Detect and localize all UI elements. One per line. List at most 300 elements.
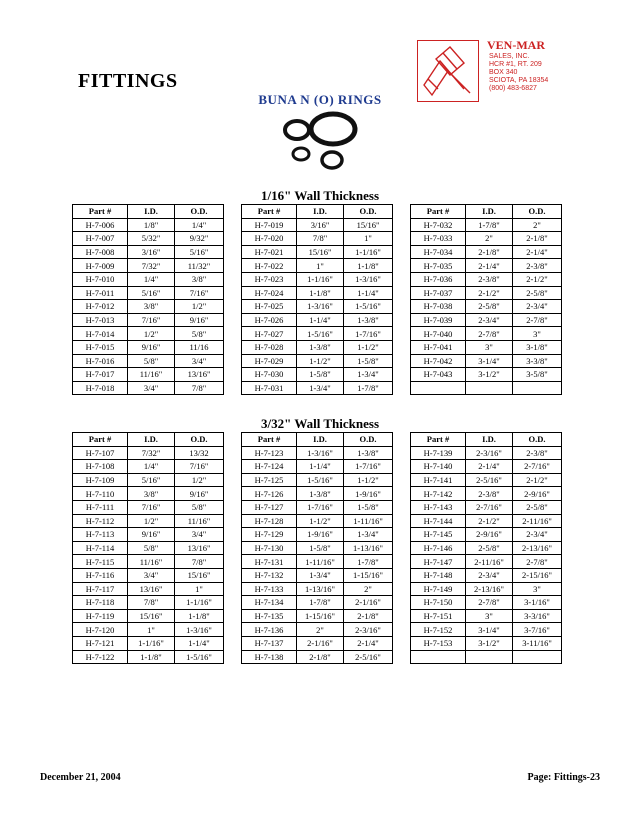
table-cell: 1-1/16" xyxy=(175,596,224,610)
table-cell: 1-1/4" xyxy=(175,636,224,650)
spec-table xyxy=(241,204,393,395)
table-row xyxy=(411,340,562,354)
table-cell: 9/16" xyxy=(128,528,175,542)
table-row xyxy=(411,596,562,610)
table-cell: 1-1/4" xyxy=(344,286,393,300)
table-row xyxy=(242,487,393,501)
table-row xyxy=(73,582,224,596)
table-cell: 1-5/8" xyxy=(297,541,344,555)
table-cell: H-7-030 xyxy=(242,368,297,382)
table-row xyxy=(242,313,393,327)
table-cell: 7/8" xyxy=(175,555,224,569)
table-cell: 11/16" xyxy=(175,514,224,528)
table-row xyxy=(242,636,393,650)
table-cell: 13/16" xyxy=(128,582,175,596)
table-cell: 3/16" xyxy=(297,218,344,232)
table-row xyxy=(73,460,224,474)
table-cell: 2-15/16" xyxy=(513,568,562,582)
table-row xyxy=(73,541,224,555)
table-cell: 3-1/2" xyxy=(466,636,513,650)
table-row xyxy=(73,487,224,501)
table-cell: 2" xyxy=(466,232,513,246)
table-cell: H-7-150 xyxy=(411,596,466,610)
table-cell: H-7-043 xyxy=(411,368,466,382)
table-cell: H-7-142 xyxy=(411,487,466,501)
table-cell: H-7-146 xyxy=(411,541,466,555)
table-cell: 1-7/8" xyxy=(297,596,344,610)
table-row xyxy=(242,596,393,610)
table-row xyxy=(73,300,224,314)
table-cell: 1-3/4" xyxy=(297,381,344,395)
table-cell: 1-7/16" xyxy=(297,500,344,514)
page-title: FITTINGS xyxy=(78,70,178,92)
table-cell: H-7-132 xyxy=(242,568,297,582)
table-cell: H-7-034 xyxy=(411,245,466,259)
column-header: O.D. xyxy=(344,433,393,447)
table-cell: 1-15/16" xyxy=(344,568,393,582)
table-cell: 1-9/16" xyxy=(344,487,393,501)
table-cell: H-7-143 xyxy=(411,500,466,514)
table-cell: 7/8" xyxy=(128,596,175,610)
table-cell: 3" xyxy=(513,327,562,341)
table-cell: 1-1/2" xyxy=(344,340,393,354)
column-header: I.D. xyxy=(466,205,513,219)
table-cell: H-7-115 xyxy=(73,555,128,569)
table-cell: 3/8" xyxy=(128,487,175,501)
table-cell: 3-5/8" xyxy=(513,368,562,382)
table-cell: 2-3/16" xyxy=(466,446,513,460)
table-cell: 1-5/8" xyxy=(297,368,344,382)
table-row xyxy=(411,460,562,474)
table-cell xyxy=(513,650,562,664)
table-cell: 1/4" xyxy=(128,272,175,286)
table-row xyxy=(242,541,393,555)
table-row xyxy=(242,568,393,582)
table-cell: H-7-110 xyxy=(73,487,128,501)
table-row xyxy=(242,286,393,300)
table-row xyxy=(411,354,562,368)
table-cell: 1-1/4" xyxy=(297,460,344,474)
table-cell: H-7-125 xyxy=(242,473,297,487)
table-cell: 1-1/16" xyxy=(344,245,393,259)
spec-table xyxy=(410,432,562,664)
table-row xyxy=(73,368,224,382)
table-row xyxy=(242,514,393,528)
table-cell: H-7-141 xyxy=(411,473,466,487)
table-row xyxy=(411,514,562,528)
table-cell xyxy=(411,650,466,664)
table-cell: H-7-151 xyxy=(411,609,466,623)
table-cell: 2-7/8" xyxy=(466,327,513,341)
table-row xyxy=(242,232,393,246)
table-header-row xyxy=(411,205,562,219)
table-row xyxy=(411,313,562,327)
logo-line-5: (800) 483-6827 xyxy=(489,85,537,92)
table-cell: H-7-144 xyxy=(411,514,466,528)
table-row xyxy=(242,500,393,514)
table-cell: H-7-040 xyxy=(411,327,466,341)
table-cell: 7/16" xyxy=(175,460,224,474)
table-cell: 1-7/16" xyxy=(344,460,393,474)
table-cell: 7/16" xyxy=(128,313,175,327)
table-cell: 1-15/16" xyxy=(297,609,344,623)
table-cell: 1-13/16" xyxy=(344,541,393,555)
table-cell: 9/16" xyxy=(175,487,224,501)
table-cell xyxy=(513,381,562,395)
table-cell: 2-7/8" xyxy=(513,313,562,327)
table-cell: 7/8" xyxy=(175,381,224,395)
table-cell: H-7-130 xyxy=(242,541,297,555)
table-row xyxy=(242,354,393,368)
table-cell: H-7-041 xyxy=(411,340,466,354)
table-cell: H-7-024 xyxy=(242,286,297,300)
table-cell: H-7-042 xyxy=(411,354,466,368)
table-cell: 2-11/16" xyxy=(513,514,562,528)
table-cell: 3-1/8" xyxy=(513,340,562,354)
table-row xyxy=(411,528,562,542)
table-cell: 1-3/4" xyxy=(344,528,393,542)
table-cell: 1/2" xyxy=(128,327,175,341)
table-cell: H-7-138 xyxy=(242,650,297,664)
column-header: I.D. xyxy=(128,433,175,447)
spec-table xyxy=(72,204,224,395)
table-row xyxy=(411,487,562,501)
table-cell: 2-1/2" xyxy=(466,514,513,528)
table-cell: 5/16" xyxy=(128,473,175,487)
table-cell: H-7-119 xyxy=(73,609,128,623)
table-cell: 1" xyxy=(344,232,393,246)
table-cell: 1-7/8" xyxy=(344,555,393,569)
table-cell: H-7-126 xyxy=(242,487,297,501)
table-cell: H-7-124 xyxy=(242,460,297,474)
table-cell: 13/32 xyxy=(175,446,224,460)
table-cell: 3-3/16" xyxy=(513,609,562,623)
table-cell: 1-3/4" xyxy=(297,568,344,582)
table-row xyxy=(242,340,393,354)
table-cell: H-7-153 xyxy=(411,636,466,650)
table-cell: H-7-121 xyxy=(73,636,128,650)
table-row xyxy=(73,623,224,637)
table-cell: H-7-147 xyxy=(411,555,466,569)
table-cell: 3/4" xyxy=(175,528,224,542)
table-cell: 1-1/16" xyxy=(128,636,175,650)
table-cell: 1" xyxy=(128,623,175,637)
table-cell: 3/8" xyxy=(128,300,175,314)
table-row xyxy=(411,259,562,273)
table-cell: 1-3/16" xyxy=(175,623,224,637)
table-cell: 2-13/16" xyxy=(513,541,562,555)
table-cell: 2-3/8" xyxy=(466,272,513,286)
table-cell: 1-13/16" xyxy=(297,582,344,596)
table-cell: H-7-129 xyxy=(242,528,297,542)
table-cell: H-7-036 xyxy=(411,272,466,286)
table-cell: 2-1/4" xyxy=(513,245,562,259)
table-cell: 1-1/8" xyxy=(128,650,175,664)
table-cell: 1-1/4" xyxy=(297,313,344,327)
section-heading-3-32: 3/32" Wall Thickness xyxy=(261,416,379,431)
table-cell: H-7-140 xyxy=(411,460,466,474)
table-row xyxy=(73,473,224,487)
table-cell: H-7-148 xyxy=(411,568,466,582)
table-cell: 7/32" xyxy=(128,446,175,460)
table-row xyxy=(242,245,393,259)
table-row xyxy=(242,368,393,382)
table-cell: H-7-014 xyxy=(73,327,128,341)
table-row xyxy=(411,555,562,569)
table-cell: 2-1/2" xyxy=(513,473,562,487)
table-row xyxy=(411,272,562,286)
table-cell: 3-1/16" xyxy=(513,596,562,610)
table-cell: 11/32" xyxy=(175,259,224,273)
table-row xyxy=(411,650,562,664)
table-cell: 3-7/16" xyxy=(513,623,562,637)
table-cell: H-7-127 xyxy=(242,500,297,514)
logo-line-3: BOX 340 xyxy=(489,69,518,76)
table-cell: 1-3/8" xyxy=(297,340,344,354)
table-row xyxy=(73,500,224,514)
table-row xyxy=(73,286,224,300)
table-row xyxy=(242,300,393,314)
table-cell: 2-3/16" xyxy=(344,623,393,637)
table-row xyxy=(411,218,562,232)
table-row xyxy=(73,514,224,528)
table-cell: 1/2" xyxy=(175,473,224,487)
table-cell: H-7-118 xyxy=(73,596,128,610)
column-header: O.D. xyxy=(175,433,224,447)
table-row xyxy=(411,232,562,246)
table-cell: 1/4" xyxy=(128,460,175,474)
table-cell: 1-3/16" xyxy=(344,272,393,286)
column-header: I.D. xyxy=(128,205,175,219)
table-cell: 3" xyxy=(513,582,562,596)
table-cell: 13/16" xyxy=(175,541,224,555)
table-cell: H-7-128 xyxy=(242,514,297,528)
table-cell: H-7-145 xyxy=(411,528,466,542)
table-row xyxy=(411,473,562,487)
column-header: O.D. xyxy=(175,205,224,219)
table-cell: H-7-107 xyxy=(73,446,128,460)
table-cell: H-7-035 xyxy=(411,259,466,273)
table-cell: H-7-117 xyxy=(73,582,128,596)
table-cell: H-7-011 xyxy=(73,286,128,300)
table-cell: 1-7/8" xyxy=(344,381,393,395)
table-cell: 2-9/16" xyxy=(466,528,513,542)
table-row xyxy=(73,272,224,286)
table-cell: H-7-136 xyxy=(242,623,297,637)
column-header: O.D. xyxy=(513,205,562,219)
table-cell: 2-5/8" xyxy=(466,300,513,314)
table-cell: 1-1/2" xyxy=(297,514,344,528)
table-cell: 2-7/8" xyxy=(466,596,513,610)
table-cell: 1-11/16" xyxy=(297,555,344,569)
table-cell: H-7-116 xyxy=(73,568,128,582)
table-row xyxy=(411,245,562,259)
table-cell: 5/8" xyxy=(128,541,175,555)
table-cell: 5/16" xyxy=(128,286,175,300)
table-row xyxy=(242,623,393,637)
table-row xyxy=(242,609,393,623)
table-cell: 2" xyxy=(297,623,344,637)
table-cell: 2-1/8" xyxy=(344,609,393,623)
table-row xyxy=(411,609,562,623)
table-cell: 2-3/4" xyxy=(513,300,562,314)
table-cell: 1/8" xyxy=(128,218,175,232)
table-cell: 2-9/16" xyxy=(513,487,562,501)
column-header: Part # xyxy=(411,205,466,219)
table-cell: 5/8" xyxy=(175,327,224,341)
table-cell: 2-1/16" xyxy=(297,636,344,650)
table-cell: 2-3/4" xyxy=(466,313,513,327)
table-cell: 5/16" xyxy=(175,245,224,259)
table-cell: 1-3/8" xyxy=(344,446,393,460)
table-cell: 2-3/4" xyxy=(513,528,562,542)
table-cell: H-7-134 xyxy=(242,596,297,610)
table-row xyxy=(411,286,562,300)
table-cell: 2-1/8" xyxy=(513,232,562,246)
footer-date: December 21, 2004 xyxy=(40,772,121,783)
table-cell: H-7-020 xyxy=(242,232,297,246)
table-cell: H-7-022 xyxy=(242,259,297,273)
table-row xyxy=(73,259,224,273)
table-row xyxy=(411,623,562,637)
table-cell xyxy=(466,650,513,664)
table-row xyxy=(73,609,224,623)
table-row xyxy=(242,259,393,273)
table-cell: H-7-031 xyxy=(242,381,297,395)
table-cell: 1" xyxy=(297,259,344,273)
column-header: I.D. xyxy=(297,205,344,219)
table-cell: H-7-012 xyxy=(73,300,128,314)
table-cell: 1-3/16" xyxy=(297,300,344,314)
table-cell: 1-5/16" xyxy=(175,650,224,664)
table-cell: H-7-123 xyxy=(242,446,297,460)
table-row xyxy=(242,650,393,664)
table-cell: 7/8" xyxy=(297,232,344,246)
table-cell: H-7-023 xyxy=(242,272,297,286)
table-cell: H-7-149 xyxy=(411,582,466,596)
table-cell: 2-1/16" xyxy=(344,596,393,610)
table-header-row xyxy=(411,433,562,447)
column-header: Part # xyxy=(73,205,128,219)
table-header-row xyxy=(73,433,224,447)
table-cell: H-7-027 xyxy=(242,327,297,341)
table-row xyxy=(242,555,393,569)
table-cell: H-7-018 xyxy=(73,381,128,395)
table-cell: 2-5/16" xyxy=(344,650,393,664)
section-heading-1-16: 1/16" Wall Thickness xyxy=(261,188,379,203)
table-cell: H-7-006 xyxy=(73,218,128,232)
table-cell: 3" xyxy=(466,609,513,623)
table-row xyxy=(73,568,224,582)
table-cell: H-7-135 xyxy=(242,609,297,623)
table-cell: 5/8" xyxy=(128,354,175,368)
table-cell: H-7-131 xyxy=(242,555,297,569)
table-cell: H-7-133 xyxy=(242,582,297,596)
table-row xyxy=(411,636,562,650)
table-row xyxy=(242,473,393,487)
table-cell: 1-5/8" xyxy=(344,500,393,514)
column-header: Part # xyxy=(411,433,466,447)
table-row xyxy=(73,340,224,354)
table-cell: H-7-152 xyxy=(411,623,466,637)
table-row xyxy=(73,313,224,327)
table-cell: 1-1/8" xyxy=(175,609,224,623)
table-cell: H-7-111 xyxy=(73,500,128,514)
table-row xyxy=(242,446,393,460)
table-row xyxy=(73,528,224,542)
table-cell: H-7-039 xyxy=(411,313,466,327)
table-cell: H-7-028 xyxy=(242,340,297,354)
column-header: Part # xyxy=(73,433,128,447)
table-cell: 1-1/8" xyxy=(297,286,344,300)
table-cell: 1-1/8" xyxy=(344,259,393,273)
product-title: BUNA N (O) RINGS xyxy=(258,92,382,107)
table-row xyxy=(242,218,393,232)
column-header: O.D. xyxy=(344,205,393,219)
table-row xyxy=(73,381,224,395)
table-cell: 2-7/16" xyxy=(513,460,562,474)
spec-table xyxy=(241,432,393,664)
logo-line-4: SCIOTA, PA 18354 xyxy=(489,77,549,84)
table-cell: H-7-026 xyxy=(242,313,297,327)
table-cell: 3/16" xyxy=(128,245,175,259)
table-cell: 7/16" xyxy=(128,500,175,514)
table-cell: 2-3/8" xyxy=(513,259,562,273)
table-cell: H-7-029 xyxy=(242,354,297,368)
table-row xyxy=(411,568,562,582)
table-cell: H-7-108 xyxy=(73,460,128,474)
table-cell: H-7-008 xyxy=(73,245,128,259)
table-cell: 2" xyxy=(344,582,393,596)
table-cell: 2-1/4" xyxy=(344,636,393,650)
table-cell: 2-5/8" xyxy=(513,500,562,514)
table-row xyxy=(73,245,224,259)
column-header: Part # xyxy=(242,433,297,447)
table-cell: 2-1/4" xyxy=(466,460,513,474)
table-row xyxy=(73,650,224,664)
table-row xyxy=(411,446,562,460)
column-header: I.D. xyxy=(466,433,513,447)
table-row xyxy=(73,555,224,569)
table-row xyxy=(242,381,393,395)
table-cell: 2-5/8" xyxy=(513,286,562,300)
table-row xyxy=(411,500,562,514)
table-cell: H-7-038 xyxy=(411,300,466,314)
table-cell: H-7-109 xyxy=(73,473,128,487)
table-cell: H-7-007 xyxy=(73,232,128,246)
table-cell: H-7-037 xyxy=(411,286,466,300)
table-cell: 15/16" xyxy=(128,609,175,623)
table-cell: 1-1/2" xyxy=(297,354,344,368)
table-cell: H-7-114 xyxy=(73,541,128,555)
table-cell: 1-5/16" xyxy=(297,327,344,341)
table-cell: H-7-113 xyxy=(73,528,128,542)
table-cell: 1-5/16" xyxy=(344,300,393,314)
table-cell: 1" xyxy=(175,582,224,596)
spec-table xyxy=(410,204,562,395)
table-cell: 3/4" xyxy=(175,354,224,368)
table-cell: 7/16" xyxy=(175,286,224,300)
table-cell: 1-1/2" xyxy=(344,473,393,487)
table-cell: 3" xyxy=(466,340,513,354)
table-cell: 2-3/4" xyxy=(466,568,513,582)
table-cell: 1-5/8" xyxy=(344,354,393,368)
table-cell: 3-1/4" xyxy=(466,623,513,637)
table-cell: 15/16" xyxy=(175,568,224,582)
table-cell: H-7-139 xyxy=(411,446,466,460)
table-cell: 5/32" xyxy=(128,232,175,246)
table-cell: 2-7/8" xyxy=(513,555,562,569)
